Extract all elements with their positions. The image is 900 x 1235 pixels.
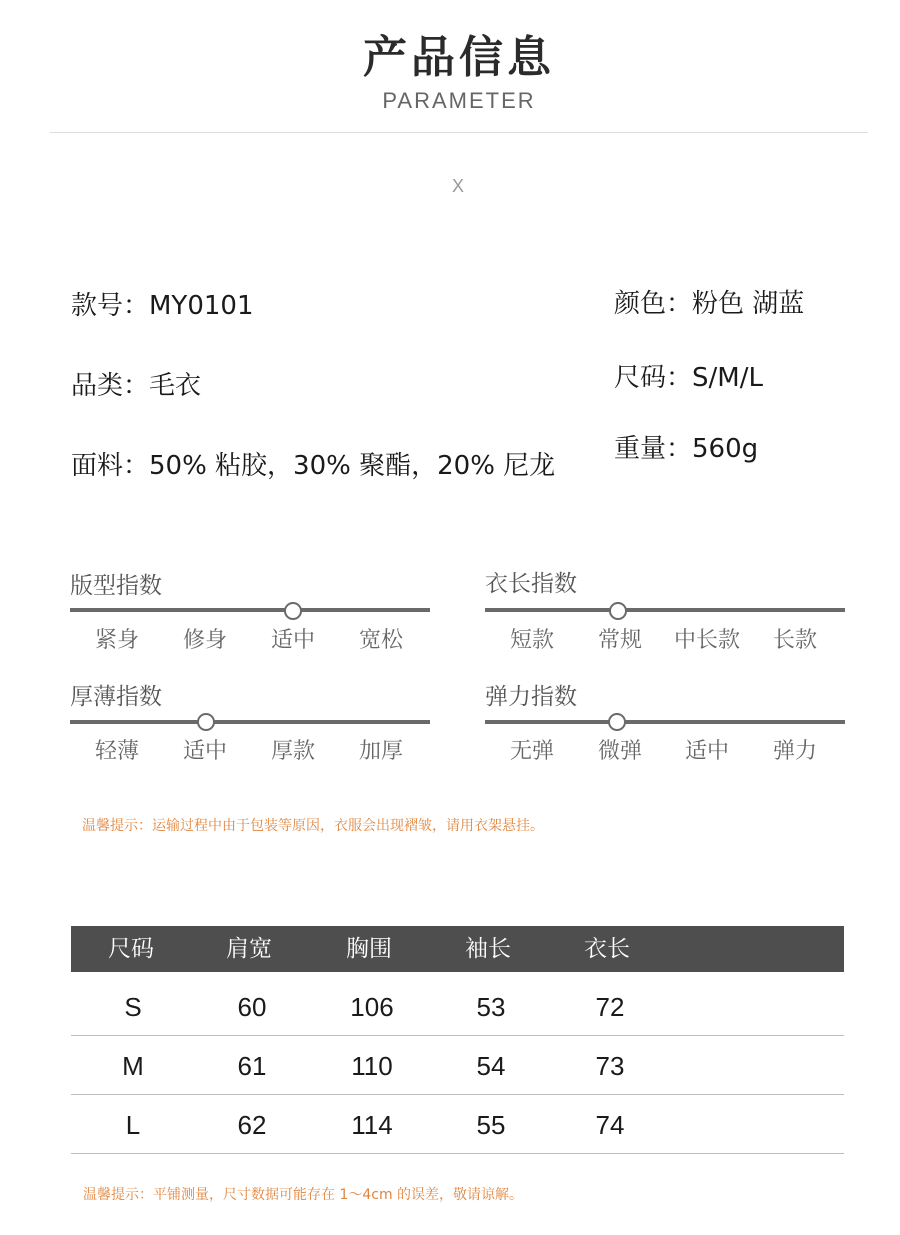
thickness-index-knob bbox=[197, 713, 215, 731]
table-cell: 53 bbox=[476, 992, 506, 1022]
thickness-index-slider bbox=[70, 720, 430, 724]
table-cell: M bbox=[122, 1051, 144, 1081]
weight: 重量：560g bbox=[614, 434, 759, 464]
table-row bbox=[71, 978, 844, 1036]
size-table-header bbox=[71, 926, 844, 972]
fit-index-label: 版型指数 bbox=[70, 573, 162, 599]
shipping-note: 温馨提示：运输过程中由于包装等原因，衣服会出现褶皱，请用衣架悬挂。 bbox=[82, 818, 544, 834]
fit-option: 适中 bbox=[270, 628, 315, 653]
table-cell: 55 bbox=[476, 1110, 506, 1140]
header-divider bbox=[50, 132, 868, 133]
thickness-option: 加厚 bbox=[358, 739, 403, 764]
measurement-note: 温馨提示：平铺测量，尺寸数据可能存在 1～4cm 的误差，敬请谅解。 bbox=[83, 1187, 524, 1203]
table-cell: 73 bbox=[595, 1051, 625, 1081]
elasticity-index-label: 弹力指数 bbox=[485, 684, 577, 710]
table-cell: S bbox=[124, 992, 142, 1022]
table-row bbox=[71, 1037, 844, 1095]
thickness-option: 轻薄 bbox=[94, 739, 139, 764]
row-divider bbox=[71, 1153, 844, 1154]
length-index-label: 衣长指数 bbox=[485, 571, 577, 597]
page-title: 产品信息 bbox=[363, 32, 555, 83]
category: 品类：毛衣 bbox=[71, 371, 202, 401]
thickness-option: 适中 bbox=[182, 739, 227, 764]
table-cell: 54 bbox=[476, 1051, 506, 1081]
table-cell: 110 bbox=[351, 1051, 393, 1081]
table-row bbox=[71, 1096, 844, 1154]
length-option: 短款 bbox=[509, 628, 554, 653]
length-index-slider bbox=[485, 608, 845, 612]
size-options: 尺码：S/M/L bbox=[614, 363, 763, 393]
page-subtitle: PARAMETER bbox=[382, 88, 536, 113]
length-option: 常规 bbox=[597, 628, 642, 653]
fit-option: 紧身 bbox=[94, 628, 139, 653]
elasticity-option: 弹力 bbox=[772, 739, 817, 764]
row-divider bbox=[71, 1094, 844, 1095]
table-cell: 62 bbox=[237, 1110, 267, 1140]
table-cell: 61 bbox=[237, 1051, 267, 1081]
elasticity-index-slider bbox=[485, 720, 845, 724]
fit-option: 修身 bbox=[182, 628, 227, 653]
column-header-chest: 胸围 bbox=[346, 936, 392, 962]
close-icon[interactable]: X bbox=[451, 176, 464, 196]
style-number: 款号：MY0101 bbox=[71, 291, 254, 321]
elasticity-option: 无弹 bbox=[509, 739, 554, 764]
fit-index-knob bbox=[284, 602, 302, 620]
elasticity-option: 适中 bbox=[684, 739, 729, 764]
elasticity-index-knob bbox=[608, 713, 626, 731]
thickness-option: 厚款 bbox=[270, 739, 315, 764]
fabric: 面料：50% 粘胶，30% 聚酯，20% 尼龙 bbox=[71, 451, 556, 481]
table-cell: 60 bbox=[237, 992, 267, 1022]
length-option: 中长款 bbox=[673, 628, 740, 653]
fit-option: 宽松 bbox=[358, 628, 403, 653]
table-cell: 74 bbox=[595, 1110, 625, 1140]
table-cell: L bbox=[125, 1110, 141, 1140]
table-cell: 72 bbox=[595, 992, 625, 1022]
column-header-sleeve: 袖长 bbox=[465, 936, 511, 962]
elasticity-option: 微弹 bbox=[597, 739, 642, 764]
thickness-index-label: 厚薄指数 bbox=[70, 684, 162, 710]
column-header-shoulder: 肩宽 bbox=[226, 936, 272, 962]
row-divider bbox=[71, 1035, 844, 1036]
table-cell: 114 bbox=[351, 1110, 393, 1140]
color-options: 颜色：粉色 湖蓝 bbox=[614, 289, 805, 319]
fit-index-slider bbox=[70, 608, 430, 612]
length-option: 长款 bbox=[772, 628, 817, 653]
length-index-knob bbox=[609, 602, 627, 620]
table-cell: 106 bbox=[350, 992, 394, 1022]
column-header-size: 尺码 bbox=[108, 936, 154, 962]
column-header-length: 衣长 bbox=[584, 936, 630, 962]
